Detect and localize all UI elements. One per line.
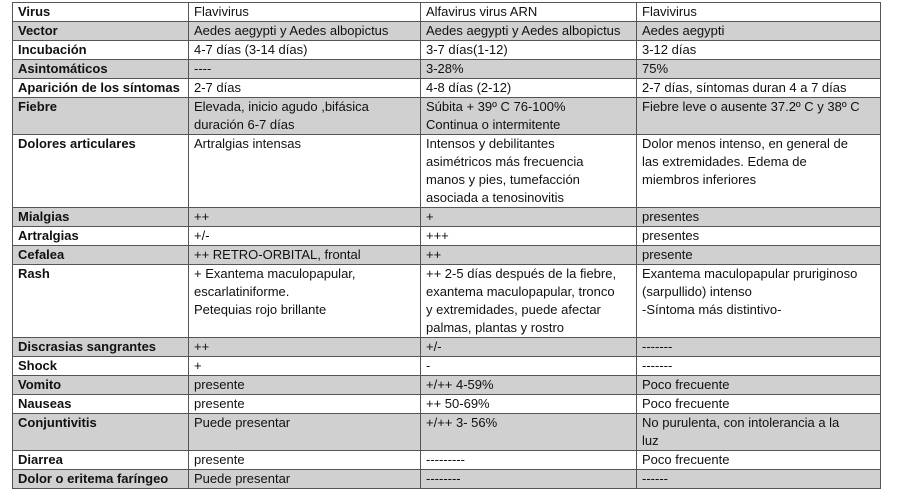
table-row — [13, 208, 881, 227]
table-cell: Alfavirus virus ARN — [421, 3, 637, 22]
table-cell: Aedes aegypti y Aedes albopictus — [421, 22, 637, 41]
table-cell: 75% — [637, 60, 881, 79]
row-header: Fiebre — [13, 98, 189, 135]
table-cell: Exantema maculopapular pruriginoso (sarpullido) intenso -Síntoma más distintivo- — [637, 265, 881, 338]
row-header: Discrasias sangrantes — [13, 338, 189, 357]
table-cell: ++ 2-5 días después de la fiebre, exantema maculopapular, tronco y extremidades, puede afectar palmas, plantas y rostro — [421, 265, 637, 338]
table-cell: presente — [189, 395, 421, 414]
row-header: Cefalea — [13, 246, 189, 265]
table-cell: Poco frecuente — [637, 395, 881, 414]
table-row — [13, 470, 881, 489]
table-row — [13, 135, 881, 208]
table-row — [13, 60, 881, 79]
table-cell: ---- — [189, 60, 421, 79]
row-header: Dolor o eritema faríngeo — [13, 470, 189, 489]
table-row — [13, 98, 881, 135]
table-cell: -------- — [421, 470, 637, 489]
table-cell: 3-7 días(1-12) — [421, 41, 637, 60]
table-row — [13, 451, 881, 470]
table-cell: ++ — [189, 338, 421, 357]
table-cell: 4-8 días (2-12) — [421, 79, 637, 98]
table-cell: Puede presentar — [189, 414, 421, 451]
table-cell: +++ — [421, 227, 637, 246]
table-cell: - — [421, 357, 637, 376]
row-header: Mialgias — [13, 208, 189, 227]
table-cell: presentes — [637, 208, 881, 227]
row-header: Dolores articulares — [13, 135, 189, 208]
table-cell: ++ 50-69% — [421, 395, 637, 414]
row-header: Shock — [13, 357, 189, 376]
table-cell: presente — [189, 376, 421, 395]
table-row — [13, 3, 881, 22]
table-cell: No purulenta, con intolerancia a la luz — [637, 414, 881, 451]
table-cell: Artralgias intensas — [189, 135, 421, 208]
table-cell: presente — [189, 451, 421, 470]
table-cell: + — [189, 357, 421, 376]
table-cell: + Exantema maculopapular, escarlatiniforme. Petequias rojo brillante — [189, 265, 421, 338]
row-header: Aparición de los síntomas — [13, 79, 189, 98]
row-header: Asintomáticos — [13, 60, 189, 79]
table-cell: + — [421, 208, 637, 227]
table-cell: 3-12 días — [637, 41, 881, 60]
table-cell: presente — [637, 246, 881, 265]
table-cell: Poco frecuente — [637, 451, 881, 470]
table-cell: Aedes aegypti y Aedes albopictus — [189, 22, 421, 41]
table-row — [13, 41, 881, 60]
table-cell: +/++ 4-59% — [421, 376, 637, 395]
table-cell: Intensos y debilitantes asimétricos más frecuencia manos y pies, tumefacción asociada a tenosinovitis — [421, 135, 637, 208]
row-header: Vector — [13, 22, 189, 41]
table-cell: Puede presentar — [189, 470, 421, 489]
table-cell: Súbita + 39º C 76-100% Continua o intermitente — [421, 98, 637, 135]
comparison-table — [12, 2, 881, 489]
table-row — [13, 246, 881, 265]
row-header: Vomito — [13, 376, 189, 395]
table-cell: Flavivirus — [637, 3, 881, 22]
table-cell: Aedes aegypti — [637, 22, 881, 41]
row-header: Rash — [13, 265, 189, 338]
table-cell: 4-7 días (3-14 días) — [189, 41, 421, 60]
table-row — [13, 376, 881, 395]
table-cell: presentes — [637, 227, 881, 246]
table-row — [13, 357, 881, 376]
table-cell: --------- — [421, 451, 637, 470]
table-cell: Poco frecuente — [637, 376, 881, 395]
table-cell: Elevada, inicio agudo ,bifásica duración 6-7 días — [189, 98, 421, 135]
table-cell: ------- — [637, 357, 881, 376]
table-cell: +/- — [189, 227, 421, 246]
table-row — [13, 395, 881, 414]
table-cell: ++ RETRO-ORBITAL, frontal — [189, 246, 421, 265]
table-cell: Fiebre leve o ausente 37.2º C y 38º C — [637, 98, 881, 135]
table-row — [13, 227, 881, 246]
table-cell: ++ — [189, 208, 421, 227]
table-cell: ------- — [637, 338, 881, 357]
table-row — [13, 22, 881, 41]
table-cell: ------ — [637, 470, 881, 489]
row-header: Incubación — [13, 41, 189, 60]
row-header: Artralgias — [13, 227, 189, 246]
table-cell: 3-28% — [421, 60, 637, 79]
table-row — [13, 265, 881, 338]
table-cell: 2-7 días, síntomas duran 4 a 7 días — [637, 79, 881, 98]
row-header: Diarrea — [13, 451, 189, 470]
row-header: Conjuntivitis — [13, 414, 189, 451]
table-row — [13, 414, 881, 451]
table-cell: ++ — [421, 246, 637, 265]
table-cell: 2-7 días — [189, 79, 421, 98]
table-cell: Flavivirus — [189, 3, 421, 22]
table-row — [13, 79, 881, 98]
table-cell: +/- — [421, 338, 637, 357]
table-cell: Dolor menos intenso, en general de las extremidades. Edema de miembros inferiores — [637, 135, 881, 208]
row-header: Virus — [13, 3, 189, 22]
table-row — [13, 338, 881, 357]
table-cell: +/++ 3- 56% — [421, 414, 637, 451]
row-header: Nauseas — [13, 395, 189, 414]
